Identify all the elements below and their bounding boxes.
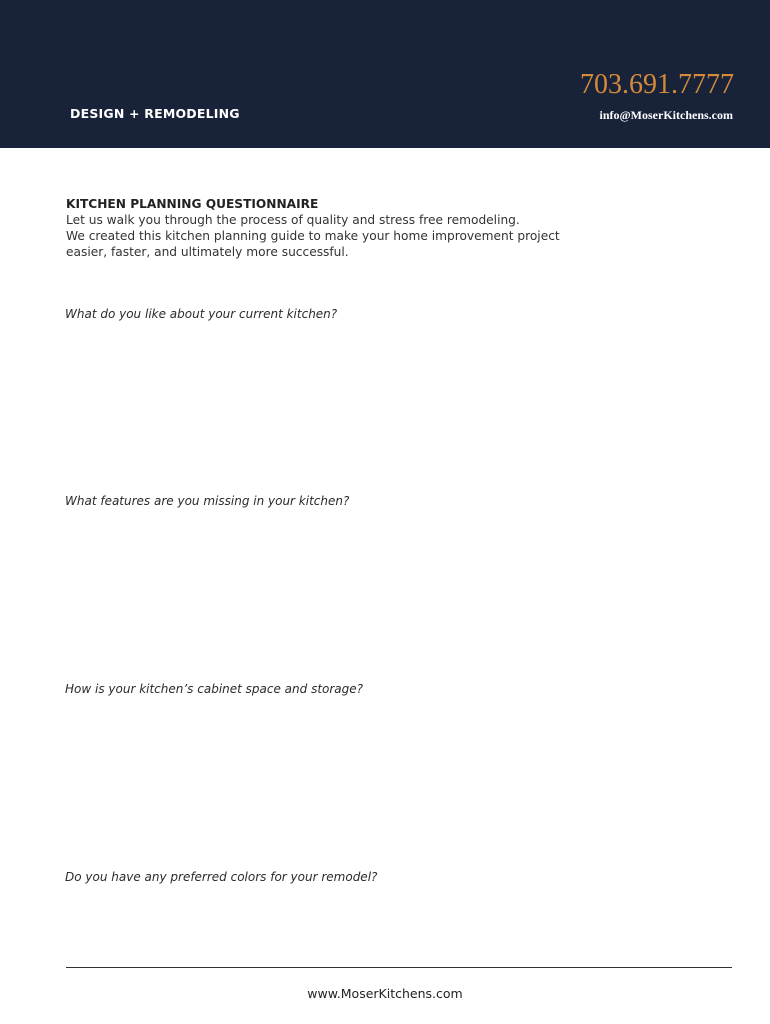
phone-number: 703.691.7777 bbox=[580, 69, 734, 100]
tagline: DESIGN + REMODELING bbox=[70, 106, 240, 121]
question-missing-features: What features are you missing in your kitchen? bbox=[65, 494, 350, 508]
question-current-kitchen: What do you like about your current kitchen? bbox=[65, 307, 338, 321]
intro-line: We created this kitchen planning guide to make your home improvement project bbox=[66, 229, 560, 243]
footer-website: www.MoserKitchens.com bbox=[307, 986, 463, 1001]
document-title: KITCHEN PLANNING QUESTIONNAIRE bbox=[66, 197, 319, 211]
question-preferred-colors: Do you have any preferred colors for your remodel? bbox=[65, 870, 378, 884]
intro-line: Let us walk you through the process of quality and stress free remodeling. bbox=[66, 213, 520, 227]
question-cabinet-storage: How is your kitchen’s cabinet space and storage? bbox=[65, 682, 364, 696]
email-address: info@MoserKitchens.com bbox=[599, 108, 733, 122]
footer-divider bbox=[66, 967, 732, 968]
intro-section bbox=[66, 196, 586, 260]
header-banner bbox=[0, 0, 770, 148]
intro-line: easier, faster, and ultimately more successful. bbox=[66, 245, 349, 259]
